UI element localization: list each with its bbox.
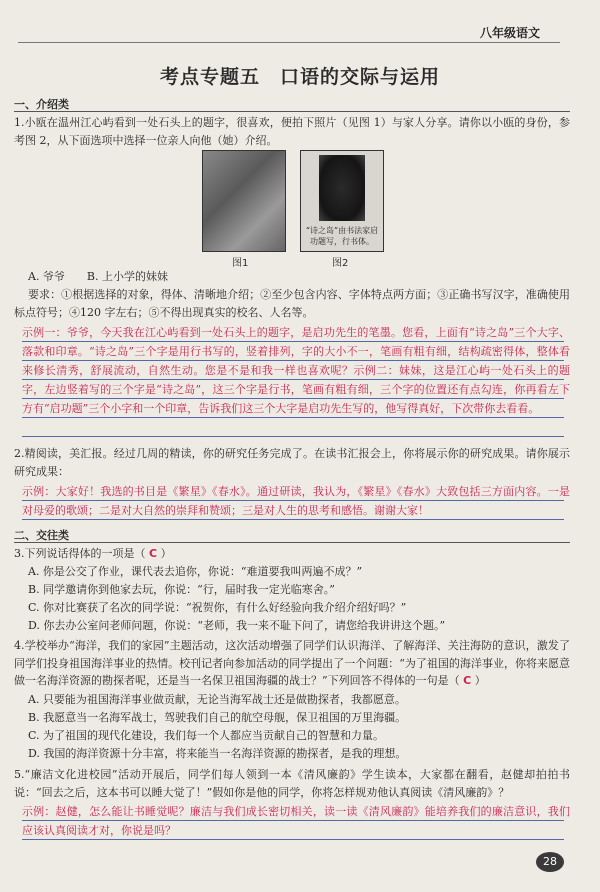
page-number: 28 <box>536 852 564 872</box>
answer-rule <box>22 360 564 361</box>
q4-answer: C <box>463 674 472 687</box>
q2-answer: 示例：大家好！我选的书目是《繁星》《春水》。通过研读，我认为，《繁星》《春水》大致包括三方面内容。一是对母爱的歌颂；二是对大自然的崇拜和赞颂；三是对人生的思考和感悟。谢谢大家！ <box>22 485 570 517</box>
q1-answer: 示例一：爷爷，今天我在江心屿看到一处石头上的题字，是启功先生的笔墨。您看，上面有“诗之岛”三个大字、落款和印章。“诗之岛”三个字是用行书写的，竖着排列，字的大小不一，笔画有粗有细，结构疏密得体，整体看来修长清秀，舒展流动，自然生动。您是不是和我一样也喜欢呢？示例二：妹妹，这是江心屿一处石头上的题字，左边竖着写的三个字是“诗之岛”，这三个字是行书，笔画有粗有细，三个字的位置还有点勾连，你再看左下方有“启功题”三个小字和一个印章，告诉我们这三个大字是启功先生写的，他写得真好，下次带你去看看。 <box>22 326 570 415</box>
answer-rule <box>22 398 564 399</box>
q4-close-paren: ） <box>474 674 486 687</box>
figure-2-caption: “诗之岛”由书法家启功题写，行书体。 <box>305 226 379 246</box>
figure-1-photo <box>202 150 286 252</box>
grade-subject-tag: 八年级语文 <box>479 26 540 40</box>
q3-option-a: A. 你是公交了作业，课代表去追你，你说：“难道要我叫两遍不成？” <box>28 565 363 578</box>
q3-answer: C <box>149 547 158 560</box>
q5-stem: 5.“廉洁文化进校园”活动开展后，同学们每人领到一本《清风廉韵》学生读本，大家都在翻看，赵健却拍拍书说：“回去之后，这本书可以睡大觉了！”假如你是他的同学，你将怎样规劝他认真阅读《清风廉韵》？ <box>14 768 570 799</box>
page-title: 考点专题五 口语的交际与运用 <box>159 66 440 88</box>
q3-stem-text: 3.下列说话得体的一项是（ <box>14 547 146 560</box>
header-rule <box>18 42 560 43</box>
q4-stem <box>14 637 570 690</box>
q4-option-c: C. 为了祖国的现代化建设，我们每一个人都应当贡献自己的智慧和力量。 <box>28 729 385 742</box>
answer-rule <box>22 436 564 437</box>
q3-option-d: D. 你去办公室问老师问题，你说：“老师，我一来不耻下问了，请您给我讲讲这个题。” <box>28 619 446 632</box>
q4-option-b: B. 我愿意当一名海军战士，驾驶我们自己的航空母舰，保卫祖国的万里海疆。 <box>28 711 407 724</box>
q3-close-paren: ） <box>160 547 172 560</box>
q3-stem <box>14 545 570 563</box>
answer-rule <box>22 839 564 840</box>
figure-2-label: 图2 <box>332 258 349 269</box>
figure-2-photo <box>300 150 384 252</box>
section-heading-intro: 一、介绍类 <box>14 98 69 111</box>
answer-rule <box>22 500 564 501</box>
q4-stem-text: 4.学校举办“海洋，我们的家园”主题活动，这次活动增强了同学们认识海洋、了解海洋、关注海防的意识，激发了同学们投身祖国海洋事业的热情。校刊记者向参加活动的同学提出了一个问题：“为了祖国的海洋事业，你将来愿意做一名海洋资源的勘探者呢，还是当一名保卫祖国海疆的战士？”下列回答不得体的一句是（ <box>14 639 570 687</box>
q4-option-d: D. 我国的海洋资源十分丰富，将来能当一名海洋资源的勘探者，是我的理想。 <box>28 747 407 760</box>
q2-stem: 2.精阅读，美汇报。经过几周的精读，你的研究任务完成了。在读书汇报会上，你将展示你的研究成果。请你展示研究成果： <box>14 447 570 478</box>
q3-option-c: C. 你对比赛获了名次的同学说：“祝贺你，有什么好经验向我介绍介绍好吗？” <box>28 601 407 614</box>
q1-requirement: 要求：①根据选择的对象，得体、清晰地介绍；②至少包含内容、字体特点两方面；③正确书写汉字，准确使用标点符号；④120 字左右；⑤不得出现真实的校名、人名等。 <box>14 288 570 319</box>
section-rule <box>14 111 570 112</box>
section-heading-communication: 二、交往类 <box>14 529 69 542</box>
answer-rule <box>22 379 564 380</box>
answer-rule <box>22 519 564 520</box>
figure-1-label: 图1 <box>232 258 249 269</box>
calligraphy-rubbing <box>319 155 365 221</box>
section-rule <box>14 542 570 543</box>
q1-stem: 1.小瓯在温州江心屿看到一处石头上的题字，很喜欢，便拍下照片（见图 1）与家人分享。请你以小瓯的身份，参考图 2，从下面选项中选择一位亲人向他（她）介绍。 <box>14 116 570 147</box>
answer-rule <box>22 820 564 821</box>
q3-option-b: B. 同学邀请你到他家去玩，你说：“行，届时我一定光临寒舍。” <box>28 583 335 596</box>
q4-option-a: A. 只要能为祖国海洋事业做贡献，无论当海军战士还是做勘探者，我都愿意。 <box>28 693 406 706</box>
q5-answer: 示例：赵健，怎么能让书睡觉呢？廉洁与我们成长密切相关，读一读《清风廉韵》能培养我们的廉洁意识，我们应该认真阅读才对，你说是吗？ <box>22 805 570 837</box>
answer-rule <box>22 341 564 342</box>
answer-rule <box>22 417 564 418</box>
q1-options: A. 爷爷 B. 上小学的妹妹 <box>28 270 169 283</box>
